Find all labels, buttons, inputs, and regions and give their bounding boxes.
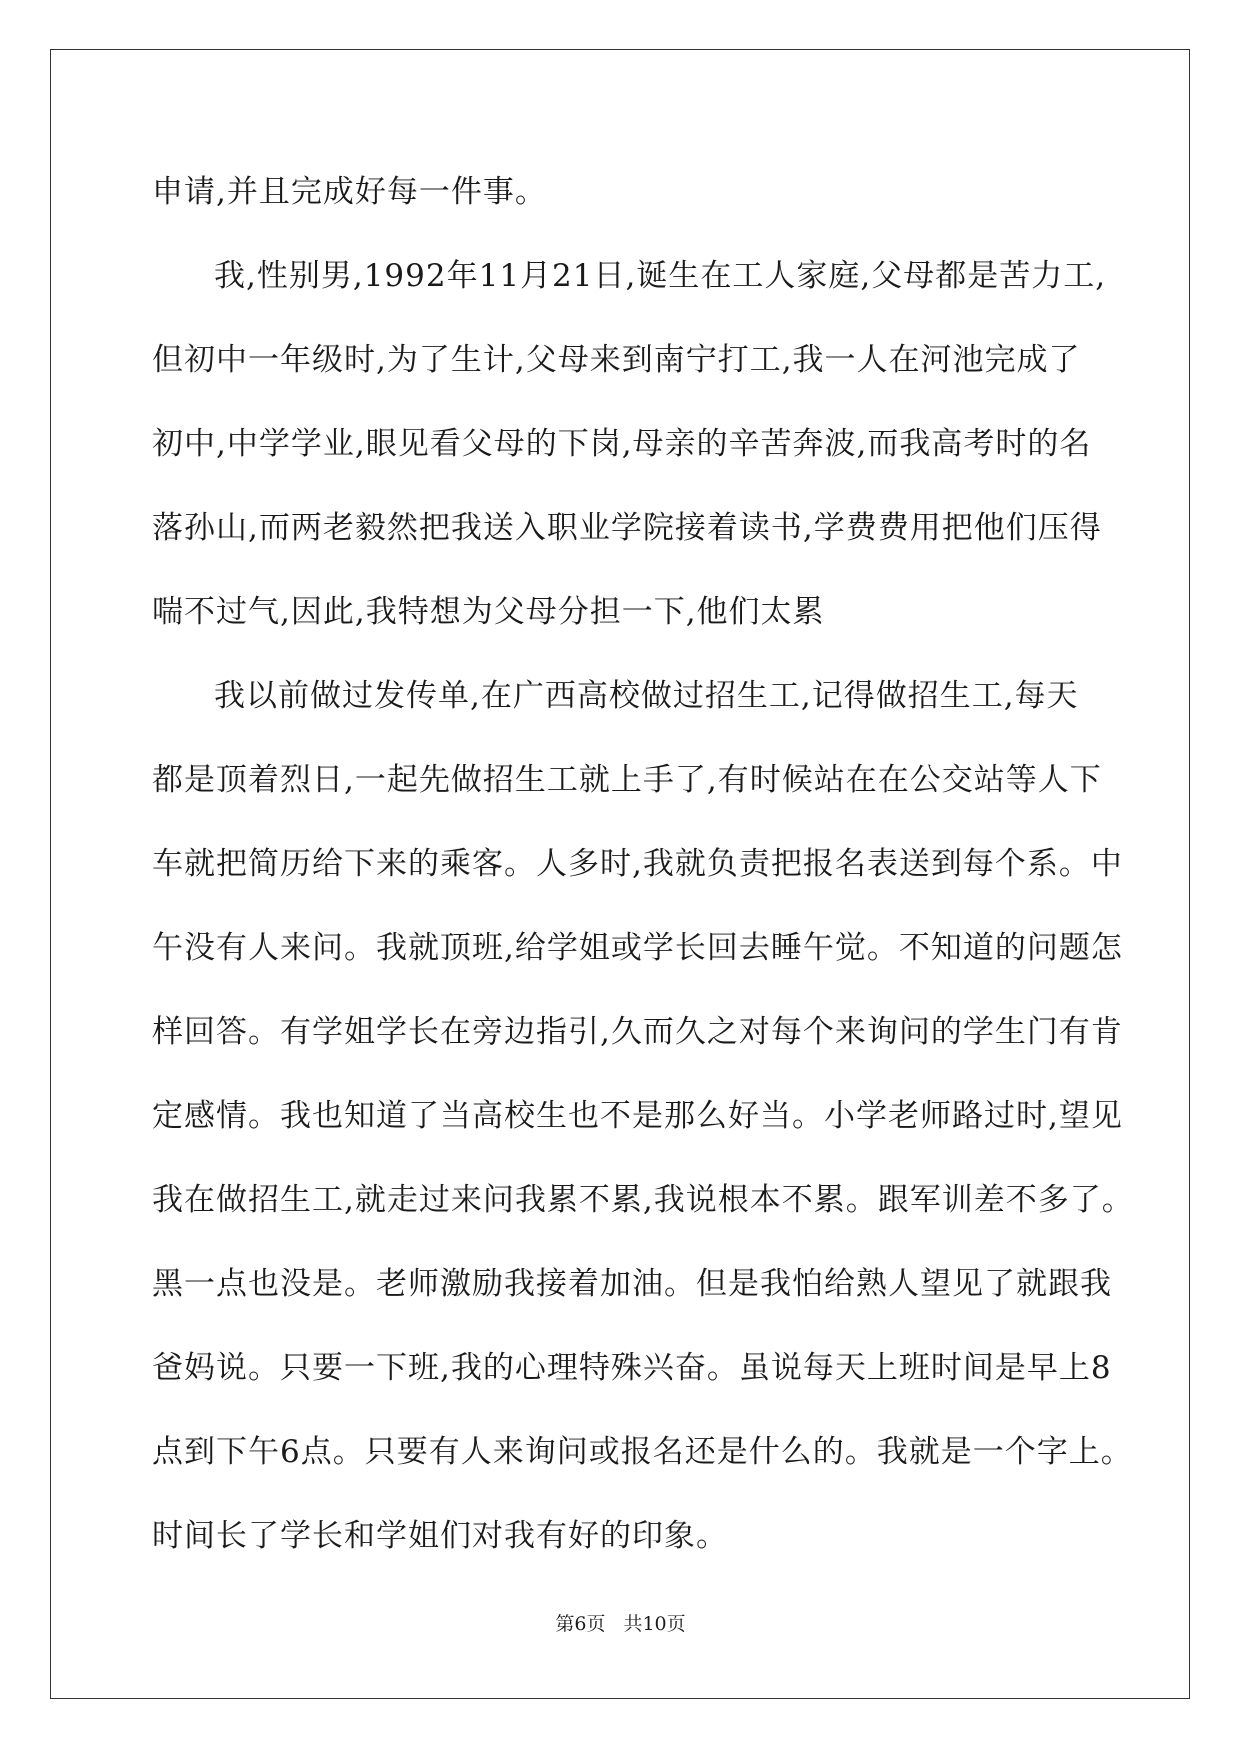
page-total: 共10页 <box>623 1613 686 1635</box>
text-line: 点到下午6点。只要有人来询问或报名还是什么的。我就是一个字上。 <box>152 1434 1133 1470</box>
text-line: 我,性别男,1992年11月21日,诞生在工人家庭,父母都是苦力工, <box>214 258 1107 294</box>
text-line: 我以前做过发传单,在广西高校做过招生工,记得做招生工,每天 <box>214 678 1079 714</box>
text-line: 样回答。有学姐学长在旁边指引,久而久之对每个来询问的学生门有肯 <box>152 1014 1123 1050</box>
text-line: 车就把简历给下来的乘客。人多时,我就负责把报名表送到每个系。中 <box>152 846 1123 882</box>
text-line: 喘不过气,因此,我特想为父母分担一下,他们太累 <box>152 594 825 630</box>
text-line: 都是顶着烈日,一起先做招生工就上手了,有时候站在在公交站等人下 <box>152 762 1102 798</box>
text-line: 时间长了学长和学姐们对我有好的印象。 <box>152 1518 728 1554</box>
page-number: 第6页 <box>555 1613 606 1635</box>
text-line: 爸妈说。只要一下班,我的心理特殊兴奋。虽说每天上班时间是早上8 <box>152 1350 1112 1386</box>
page-footer <box>0 1612 1241 1636</box>
document-body <box>152 157 1134 1585</box>
text-line: 申请,并且完成好每一件事。 <box>152 174 547 210</box>
text-line: 但初中一年级时,为了生计,父母来到南宁打工,我一人在河池完成了 <box>152 342 1081 378</box>
text-line: 黑一点也没是。老师激励我接着加油。但是我怕给熟人望见了就跟我 <box>152 1266 1112 1302</box>
text-line: 我在做招生工,就走过来问我累不累,我说根本不累。跟军训差不多了。 <box>152 1182 1134 1218</box>
text-line: 午没有人来问。我就顶班,给学姐或学长回去睡午觉。不知道的问题怎 <box>152 930 1123 966</box>
text-line: 初中,中学学业,眼见看父母的下岗,母亲的辛苦奔波,而我高考时的名 <box>152 426 1092 462</box>
text-line: 定感情。我也知道了当高校生也不是那么好当。小学老师路过时,望见 <box>152 1098 1123 1134</box>
text-line: 落孙山,而两老毅然把我送入职业学院接着读书,学费费用把他们压得 <box>152 510 1102 546</box>
